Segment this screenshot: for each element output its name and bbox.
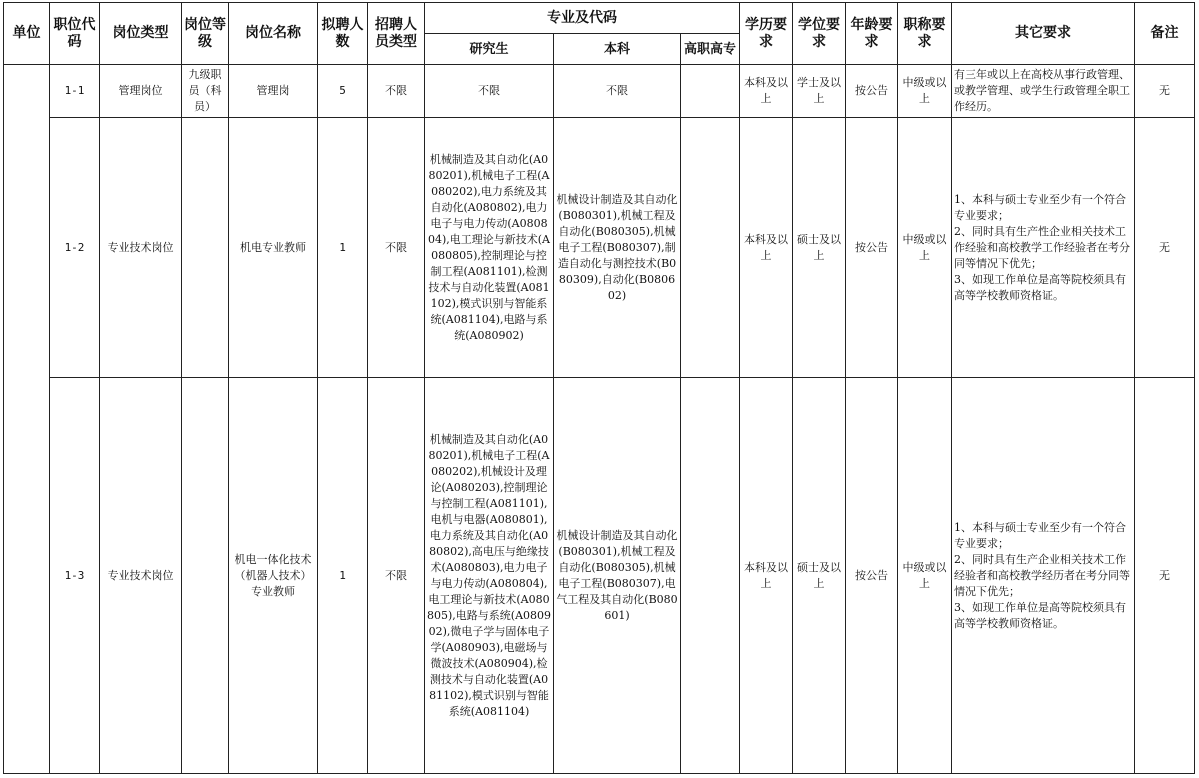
header-hire-count: 拟聘人数 bbox=[318, 3, 368, 65]
header-major-bachelor: 本科 bbox=[554, 34, 681, 65]
hire-count-cell: 1 bbox=[318, 378, 368, 774]
education-cell: 本科及以上 bbox=[740, 118, 793, 378]
header-major-vocational bbox=[681, 34, 740, 65]
other-req-cell: 1、本科与硕士专业至少有一个符合专业要求； 2、同时具有生产性企业相关技术工作经验和高校教学工作经验者在考分同等情况下优先； 3、如现工作单位是高等院校须具有高等学校教师资格证。 bbox=[952, 118, 1135, 378]
hire-count-cell: 1 bbox=[318, 118, 368, 378]
header-title-req: 职称要求 bbox=[898, 3, 952, 65]
position-code-cell: 1-3 bbox=[50, 378, 100, 774]
header-age: 年龄要求 bbox=[846, 3, 898, 65]
table-row bbox=[4, 378, 1195, 774]
header-education: 学历要求 bbox=[740, 3, 793, 65]
education-cell: 本科及以上 bbox=[740, 378, 793, 774]
hire-count-cell: 5 bbox=[318, 65, 368, 118]
degree-cell: 学士及以上 bbox=[793, 65, 846, 118]
degree-cell: 硕士及以上 bbox=[793, 378, 846, 774]
table-row bbox=[4, 118, 1195, 378]
age-cell: 按公告 bbox=[846, 65, 898, 118]
header-major-grad: 研究生 bbox=[425, 34, 554, 65]
education-cell: 本科及以上 bbox=[740, 65, 793, 118]
position-type-cell: 专业技术岗位 bbox=[100, 378, 182, 774]
major-grad-cell: 不限 bbox=[425, 65, 554, 118]
header-position-type: 岗位类型 bbox=[100, 3, 182, 65]
remark-cell: 无 bbox=[1135, 118, 1195, 378]
remark-cell: 无 bbox=[1135, 65, 1195, 118]
hire-type-cell: 不限 bbox=[368, 378, 425, 774]
major-grad-cell: 机械制造及其自动化(A080201),机械电子工程(A080202),机械设计及理论(A080203),控制理论与控制工程(A081101),电机与电器(A080801),电力系统及其自动化(A080802),高电压与绝缘技术(A080803),电力电子与电力传动(A080804),电工理论与新技术(A080805),电路与系统(A080902),微电子学与固体电子学(A080903),电磁场与微波技术(A080904),检测技术与自动化装置(A081102),模式识别与智能系统(A081104) bbox=[425, 378, 554, 774]
table-row bbox=[4, 65, 1195, 118]
header-unit: 单位 bbox=[4, 3, 50, 65]
age-cell: 按公告 bbox=[846, 118, 898, 378]
header-degree: 学位要求 bbox=[793, 3, 846, 65]
position-type-cell: 管理岗位 bbox=[100, 65, 182, 118]
position-level-cell: 九级职员（科员） bbox=[182, 65, 229, 118]
header-major-group: 专业及代码 bbox=[425, 3, 740, 34]
header-major-vocational-text: 高职高专 bbox=[683, 41, 736, 57]
recruitment-table bbox=[3, 2, 1195, 774]
position-name-cell: 机电专业教师 bbox=[229, 118, 318, 378]
position-code-cell: 1-1 bbox=[50, 65, 100, 118]
position-name-cell: 管理岗 bbox=[229, 65, 318, 118]
header-position-name: 岗位名称 bbox=[229, 3, 318, 65]
major-grad-cell: 机械制造及其自动化(A080201),机械电子工程(A080202),电力系统及其自动化(A080802),电力电子与电力传动(A080804),电工理论与新技术(A080805),控制理论与控制工程(A081101),检测技术与自动化装置(A081102),模式识别与智能系统(A081104),电路与系统(A080902) bbox=[425, 118, 554, 378]
unit-cell bbox=[4, 65, 50, 774]
title-req-cell: 中级或以上 bbox=[898, 65, 952, 118]
major-vocational-cell bbox=[681, 118, 740, 378]
position-code-cell: 1-2 bbox=[50, 118, 100, 378]
major-vocational-cell bbox=[681, 65, 740, 118]
position-level-cell bbox=[182, 378, 229, 774]
age-cell: 按公告 bbox=[846, 378, 898, 774]
title-req-cell: 中级或以上 bbox=[898, 118, 952, 378]
major-bachelor-cell: 机械设计制造及其自动化(B080301),机械工程及自动化(B080305),机械电子工程(B080307),电气工程及其自动化(B080601) bbox=[554, 378, 681, 774]
other-req-cell: 1、本科与硕士专业至少有一个符合专业要求； 2、同时具有生产企业相关技术工作经验者和高校教学经历者在考分同等情况下优先； 3、如现工作单位是高等院校须具有高等学校教师资格证。 bbox=[952, 378, 1135, 774]
major-bachelor-cell: 不限 bbox=[554, 65, 681, 118]
header-hire-type: 招聘人员类型 bbox=[368, 3, 425, 65]
position-name-cell: 机电一体化技术（机器人技术）专业教师 bbox=[229, 378, 318, 774]
title-req-cell: 中级或以上 bbox=[898, 378, 952, 774]
header-other: 其它要求 bbox=[952, 3, 1135, 65]
hire-type-cell: 不限 bbox=[368, 118, 425, 378]
position-level-cell bbox=[182, 118, 229, 378]
major-bachelor-cell: 机械设计制造及其自动化(B080301),机械工程及自动化(B080305),机械电子工程(B080307),制造自动化与测控技术(B080309),自动化(B080602) bbox=[554, 118, 681, 378]
remark-cell: 无 bbox=[1135, 378, 1195, 774]
header-position-code: 职位代码 bbox=[50, 3, 100, 65]
position-type-cell: 专业技术岗位 bbox=[100, 118, 182, 378]
header-position-level: 岗位等级 bbox=[182, 3, 229, 65]
other-req-cell: 有三年或以上在高校从事行政管理、或教学管理、或学生行政管理全职工作经历。 bbox=[952, 65, 1135, 118]
header-remark: 备注 bbox=[1135, 3, 1195, 65]
major-vocational-cell bbox=[681, 378, 740, 774]
degree-cell: 硕士及以上 bbox=[793, 118, 846, 378]
hire-type-cell: 不限 bbox=[368, 65, 425, 118]
